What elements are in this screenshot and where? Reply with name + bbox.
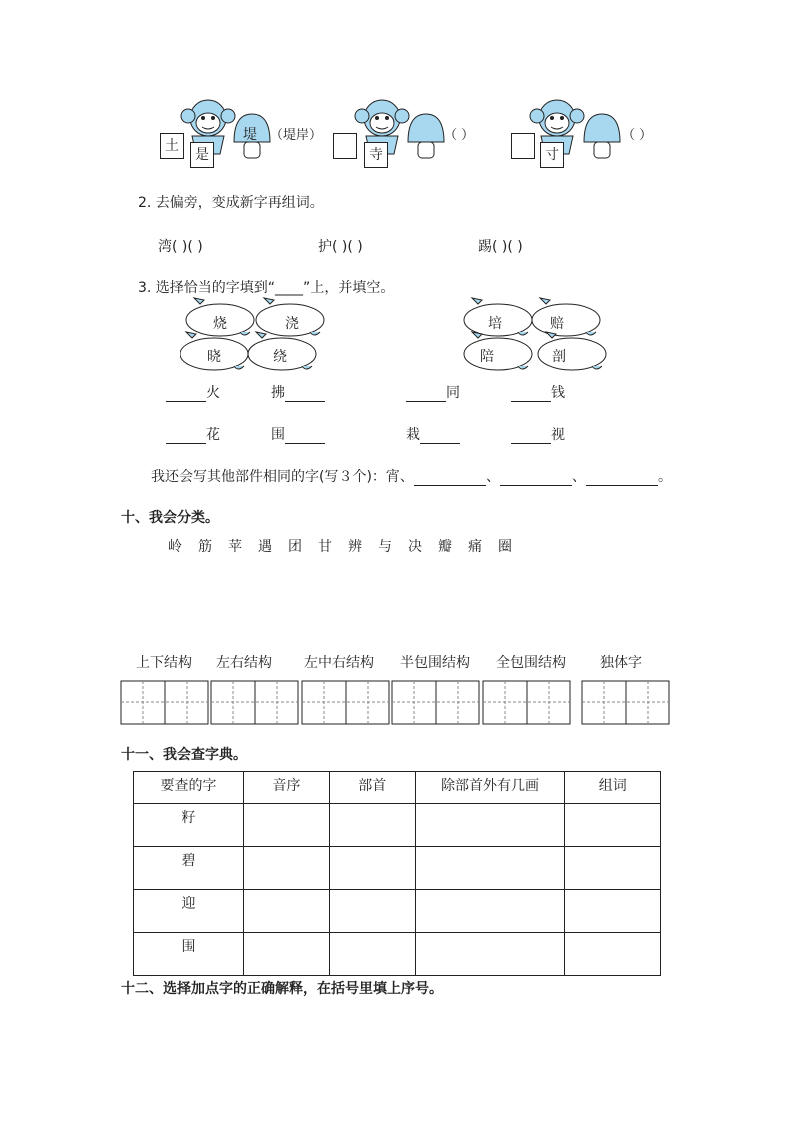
structure-label: 全包围结构 xyxy=(496,655,566,671)
choice-char: 培 xyxy=(488,316,502,332)
answer-cell[interactable] xyxy=(244,804,330,847)
component-box: 寸 xyxy=(540,142,564,168)
column-header: 除部首外有几画 xyxy=(415,772,565,804)
fill-blank[interactable] xyxy=(406,387,446,402)
column-header: 要查的字 xyxy=(134,772,244,804)
fill-blank[interactable] xyxy=(420,429,460,444)
answer-cell[interactable] xyxy=(415,890,565,933)
answer-blank[interactable]: （ ） xyxy=(622,128,653,143)
column-header: 部首 xyxy=(329,772,415,804)
choice-char: 剖 xyxy=(552,349,566,365)
fill-item: 花 xyxy=(166,424,220,444)
q2-title: 2. 去偏旁，变成新字再组词。 xyxy=(138,195,324,211)
choice-char: 烧 xyxy=(213,316,227,332)
column-header: 音序 xyxy=(244,772,330,804)
structure-label: 半包围结构 xyxy=(400,655,470,671)
choice-char: 赔 xyxy=(550,316,564,332)
fill-item: 火 xyxy=(166,382,220,402)
answer-cell[interactable] xyxy=(565,933,661,976)
answer-cell[interactable] xyxy=(565,890,661,933)
component-box: 寺 xyxy=(364,142,388,168)
fill-blank[interactable] xyxy=(586,471,658,486)
fill-item: 视 xyxy=(511,424,565,444)
fill-blank[interactable] xyxy=(500,471,572,486)
answer-cell[interactable] xyxy=(244,890,330,933)
component-box: 是 xyxy=(190,142,214,168)
structure-label: 左右结构 xyxy=(216,655,272,671)
table-row xyxy=(134,847,661,890)
fill-item: 栽 xyxy=(406,424,460,444)
answer-cell[interactable] xyxy=(415,804,565,847)
fill-blank[interactable] xyxy=(285,429,325,444)
answer-cell[interactable] xyxy=(565,847,661,890)
answer-cell[interactable] xyxy=(565,804,661,847)
radical-box[interactable] xyxy=(511,133,535,159)
structure-label: 左中右结构 xyxy=(304,655,374,671)
fill-item: 拂 xyxy=(271,382,325,402)
answer-cell[interactable] xyxy=(415,847,565,890)
lookup-char: 碧 xyxy=(134,847,244,890)
answer-cell[interactable] xyxy=(415,933,565,976)
fill-blank[interactable] xyxy=(414,471,486,486)
answer-cell[interactable] xyxy=(244,933,330,976)
char-list: 岭 筋 苹 遇 团 甘 辨 与 决 瓣 痛 圈 xyxy=(168,539,512,555)
structure-label: 独体字 xyxy=(600,655,642,671)
answer-cell[interactable] xyxy=(329,847,415,890)
fill-blank[interactable] xyxy=(511,429,551,444)
section-10-title: 十、我会分类。 xyxy=(121,510,219,526)
column-header: 组词 xyxy=(565,772,661,804)
mushroom-char: 堤 xyxy=(243,127,257,143)
mushroom-icon xyxy=(582,112,622,162)
structure-label: 上下结构 xyxy=(136,655,192,671)
choice-char: 绕 xyxy=(273,349,287,365)
q2-item[interactable]: 踢( )( ) xyxy=(478,239,523,255)
fill-blank[interactable] xyxy=(166,387,206,402)
table-header-row xyxy=(134,772,661,804)
radical-box[interactable] xyxy=(333,133,357,159)
table-row xyxy=(134,933,661,976)
mushroom-icon xyxy=(406,112,446,162)
table-row xyxy=(134,804,661,847)
fill-blank[interactable] xyxy=(511,387,551,402)
answer-cell[interactable] xyxy=(244,847,330,890)
answer-text: （堤岸） xyxy=(270,128,323,143)
lookup-char: 围 xyxy=(134,933,244,976)
q2-item[interactable]: 护( )( ) xyxy=(318,239,363,255)
radical-box: 土 xyxy=(160,133,184,159)
fill-item: 同 xyxy=(406,382,460,402)
fill-item: 钱 xyxy=(511,382,565,402)
answer-blank[interactable]: （ ） xyxy=(444,128,475,143)
fill-item: 围 xyxy=(271,424,325,444)
answer-cell[interactable] xyxy=(329,804,415,847)
choice-char: 陪 xyxy=(480,349,494,365)
oval-bubbles-left xyxy=(180,296,340,376)
writing-grids[interactable] xyxy=(120,680,672,726)
choice-char: 浇 xyxy=(285,316,299,332)
table-row xyxy=(134,890,661,933)
answer-cell[interactable] xyxy=(329,890,415,933)
section-12-title: 十二、选择加点字的正确解释，在括号里填上序号。 xyxy=(121,981,443,997)
choice-char: 晓 xyxy=(207,349,221,365)
lookup-char: 籽 xyxy=(134,804,244,847)
fill-blank[interactable] xyxy=(285,387,325,402)
answer-cell[interactable] xyxy=(329,933,415,976)
q3-title: 3. 选择恰当的字填到“____”上，并填空。 xyxy=(138,280,395,296)
section-11-title: 十一、我会查字典。 xyxy=(121,747,247,763)
q2-item[interactable]: 湾( )( ) xyxy=(158,239,203,255)
extra-question: 我还会写其他部件相同的字(写３个)：宵、 、 、 。 xyxy=(151,469,672,485)
fill-blank[interactable] xyxy=(166,429,206,444)
lookup-char: 迎 xyxy=(134,890,244,933)
dictionary-table xyxy=(133,771,661,976)
